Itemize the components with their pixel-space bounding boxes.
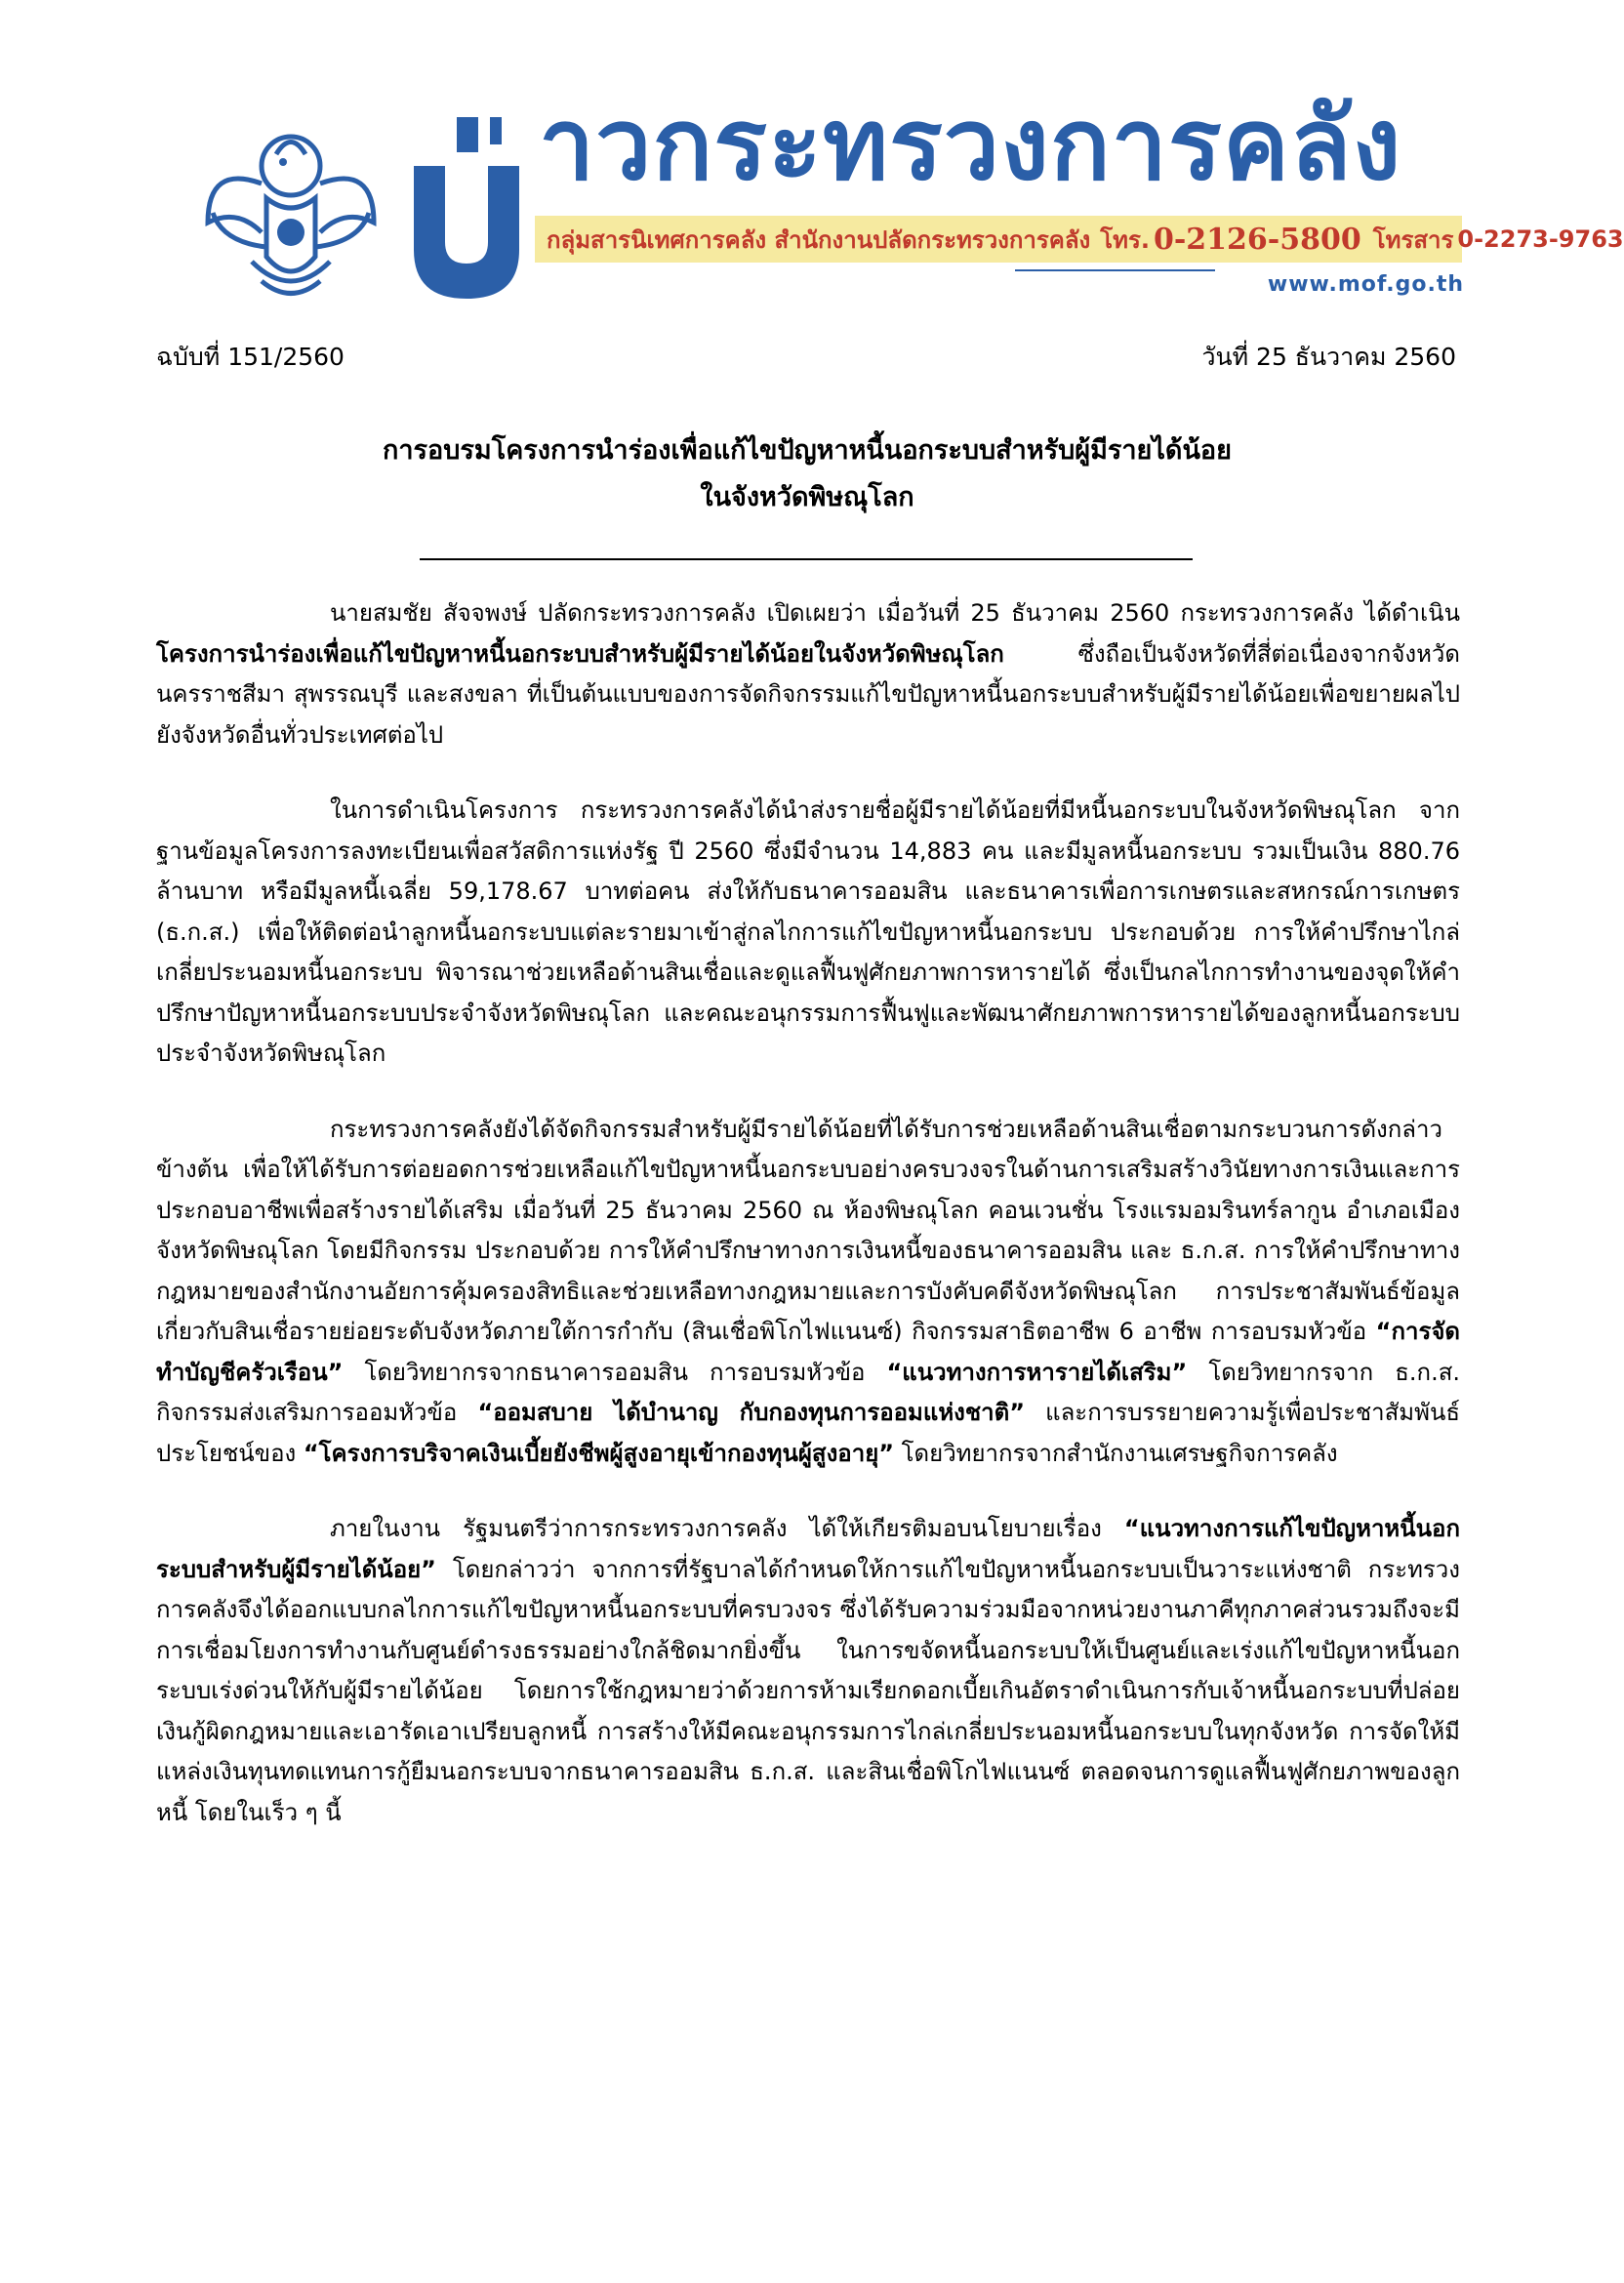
fax-number: 0-2273-9763 (1457, 225, 1624, 253)
paragraph-3-text-5: โดยวิทยากรจากสำนักงานเศรษฐกิจการคลัง (894, 1439, 1338, 1467)
paragraph-3-text-2: โดยวิทยากรจากธนาคารออมสิน การอบรมหัวข้อ (343, 1358, 887, 1386)
paragraph-1-text: นายสมชัย สัจจพงษ์ ปลัดกระทรวงการคลัง เปิดเผยว่า เมื่อวันที่ 25 ธันวาคม 2560 กระทรวงการคลัง ได้ดำเนิน (330, 599, 1460, 627)
org-name: กลุ่มสารนิเทศการคลัง สำนักงานปลัดกระทรวงการคลัง (547, 225, 1091, 254)
paragraph-1-bold: โครงการนำร่องเพื่อแก้ไขปัญหาหนี้นอกระบบสำหรับผู้มีรายได้น้อยในจังหวัดพิษณุโลก (156, 639, 1004, 668)
paragraph-4-text: ภายในงาน รัฐมนตรีว่าการกระทรวงการคลัง ได้ให้เกียรติมอบนโยบายเรื่อง (330, 1515, 1124, 1542)
topic-extra-income: “แนวทางการหารายได้เสริม” (886, 1358, 1188, 1386)
paragraph-3-text: กระทรวงการคลังยังได้จัดกิจกรรมสำหรับผู้มีรายได้น้อยที่ได้รับการช่วยเหลือด้านสินเชื่อตามกระบวนการดังกล่าวข้างต้น เพื่อให้ได้รับการต่อยอดการช่วยเหลือแก้ไขปัญหาหนี้นอกระบบอย่างครบวงจรในด้านการเสริมสร้างวินัยทางการเงินและการประกอบอาชีพเพื่อสร้างรายได้เสริม เมื่อวันที่ 25 ธันวาคม 2560 ณ ห้องพิษณุโลก คอนเวนชั่น โรงแรมอมรินทร์ลากูน อำเภอเมือง จังหวัดพิษณุโลก โดยมีกิจกรรม ประกอบด้วย การให้คำปรึกษาทางการเงินหนี้ของธนาคารออมสิน และ ธ.ก.ส. การให้คำปรึกษาทางกฎหมายของสำนักงานอัยการคุ้มครองสิทธิและช่วยเหลือทางกฎหมายและการบังคับคดีจังหวัดพิษณุโลก การประชาสัมพันธ์ข้อมูลเกี่ยวกับสินเชื่อรายย่อยระดับจังหวัดภายใต้การกำกับ (สินเชื่อพิโกไฟแนนซ์) กิจกรรมสาธิตอาชีพ 6 อาชีพ การอบรมหัวข้อ (156, 1115, 1460, 1345)
article-body (156, 593, 1460, 1868)
paragraph-3 (156, 1110, 1460, 1475)
url-rule (1015, 269, 1215, 271)
topic-household-accounting: “การจัดทำบัญชีครัวเรือน” (156, 1318, 1460, 1386)
garuda-seal-icon (193, 115, 388, 310)
paragraph-3-text-3: โดยวิทยากรจาก ธ.ก.ส. กิจกรรมส่งเสริมการออมหัวข้อ (156, 1358, 1460, 1426)
issue-number: ฉบับที่ 151/2560 (156, 343, 345, 371)
masthead-letter-mark (394, 107, 521, 301)
paragraph-3-text-4: และการบรรยายความรู้เพื่อประชาสัมพันธ์ประโยชน์ของ (156, 1399, 1460, 1467)
topic-elderly-allowance-donation: “โครงการบริจาคเงินเบี้ยยังชีพผู้สูงอายุเข้ากองทุนผู้สูงอายุ” (303, 1439, 895, 1467)
tel-number: 0-2126-5800 (1153, 222, 1361, 257)
fax-label: โทรสาร (1372, 225, 1454, 254)
issue-date: วันที่ 25 ธันวาคม 2560 (1201, 343, 1456, 371)
paragraph-4 (156, 1509, 1460, 1833)
paragraph-4-text-2: โดยกล่าวว่า จากการที่รัฐบาลได้กำหนดให้การแก้ไขปัญหาหนี้นอกระบบเป็นวาระแห่งชาติ กระทรวงการคลังจึงได้ออกแบบกลไกการแก้ไขปัญหาหนี้นอกระบบที่ครบวงจร ซึ่งได้รับความร่วมมือจากหน่วยงานภาคีทุกภาคส่วนรวมถึงจะมีการเชื่อมโยงการทำงานกับศูนย์ดำรงธรรมอย่างใกล้ชิดมากยิ่งขึ้น ในการขจัดหนี้นอกระบบให้เป็นศูนย์และเร่งแก้ไขปัญหาหนี้นอกระบบเร่งด่วนให้กับผู้มีรายได้น้อย โดยการใช้กฎหมายว่าด้วยการห้ามเรียกดอกเบี้ยเกินอัตราดำเนินการกับเจ้าหนี้นอกระบบที่ปล่อยเงินกู้ผิดกฎหมายและเอารัดเอาเปรียบลูกหนี้ การสร้างให้มีคณะอนุกรรมการไกล่เกลี่ยประนอมหนี้นอกระบบในทุกจังหวัด การจัดให้มีแหล่งเงินทุนทดแทนการกู้ยืมนอกระบบจากธนาคารออมสิน ธ.ก.ส. และสินเชื่อพิโกไฟแนนซ์ ตลอดจนการดูแลฟื้นฟูศักยภาพของลูกหนี้ โดยในเร็ว ๆ นี้ (156, 1555, 1460, 1826)
website-url[interactable]: www.mof.go.th (1267, 272, 1464, 297)
title-divider (420, 558, 1193, 560)
title-line-2: ในจังหวัดพิษณุโลก (700, 482, 914, 512)
paragraph-2: ในการดำเนินโครงการ กระทรวงการคลังได้นำส่งรายชื่อผู้มีรายได้น้อยที่มีหนี้นอกระบบในจังหวัดพิษณุโลก จากฐานข้อมูลโครงการลงทะเบียนเพื่อสวัสดิการแห่งรัฐ ปี 2560 ซึ่งมีจำนวน 14,883 คน และมีมูลหนี้นอกระบบ รวมเป็นเงิน 880.76 ล้านบาท หรือมีมูลหนี้เฉลี่ย 59,178.67 บาทต่อคน ส่งให้กับธนาคารออมสิน และธนาคารเพื่อการเกษตรและสหกรณ์การเกษตร (ธ.ก.ส.) เพื่อให้ติดต่อนำลูกหนี้นอกระบบแต่ละรายมาเข้าสู่กลไกการแก้ไขปัญหาหนี้นอกระบบ ประกอบด้วย การให้คำปรึกษาไกล่เกลี่ยประนอมหนี้นอกระบบ พิจารณาช่วยเหลือด้านสินเชื่อและดูแลฟื้นฟูศักยภาพการหารายได้ ซึ่งเป็นกลไกการทำงานของจุดให้คำปรึกษาปัญหาหนี้นอกระบบประจำจังหวัดพิษณุโลก และคณะอนุกรรมการฟื้นฟูและพัฒนาศักยภาพการหารายได้ของลูกหนี้นอกระบบประจำจังหวัดพิษณุโลก (156, 796, 1460, 1067)
title-line-1: การอบรมโครงการนำร่องเพื่อแก้ไขปัญหาหนี้นอกระบบสำหรับผู้มีรายได้น้อย (383, 435, 1232, 466)
masthead-title: าวกระทรวงการคลัง (539, 87, 1402, 203)
topic-national-savings-fund: “ออมสบาย ได้บำนาญ กับกองทุนการออมแห่งชาติ” (477, 1399, 1026, 1426)
tel-label: โทร. (1100, 225, 1150, 254)
paragraph-1 (156, 593, 1460, 755)
masthead (0, 0, 1624, 322)
contact-bar (535, 216, 1624, 263)
page-title (195, 428, 1419, 521)
paragraph-1-text-end: ซึ่งถือเป็นจังหวัดที่สี่ต่อเนื่องจากจังหวัดนครราชสีมา สุพรรณบุรี และสงขลา ที่เป็นต้นแบบของการจัดกิจกรรมแก้ไขปัญหาหนี้นอกระบบสำหรับผู้มีรายได้น้อยเพื่อขยายผลไปยังจังหวัดอื่นทั่วประเทศต่อไป (156, 639, 1460, 749)
policy-topic: “แนวทางการแก้ไขปัญหาหนี้นอกระบบสำหรับผู้มีรายได้น้อย” (156, 1515, 1460, 1583)
